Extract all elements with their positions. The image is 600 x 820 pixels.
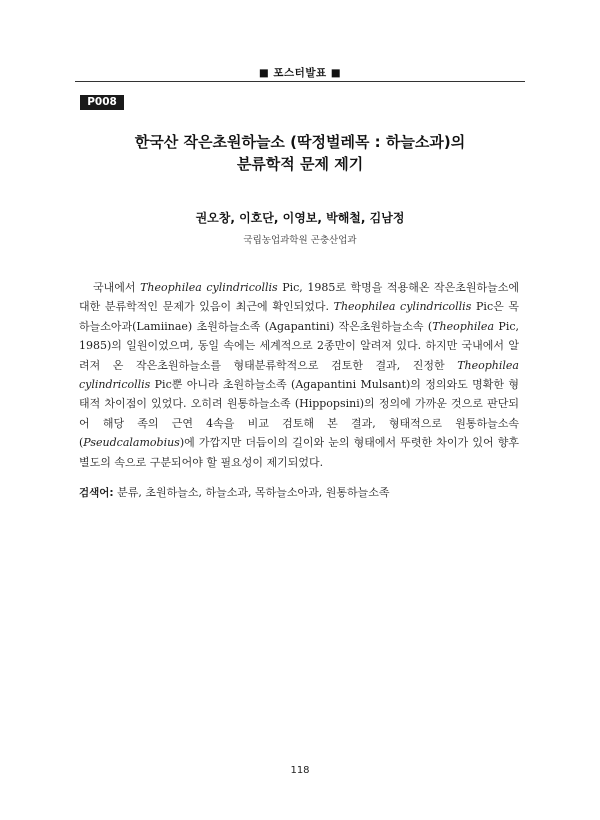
page-number: 118 (290, 765, 310, 776)
abstract-paragraph (79, 278, 519, 472)
section-header: ■ 포스터발표 ■ (258, 67, 342, 79)
title-line-1: 한국산 작은초원하늘소 (딱정벌레목 : 하늘소과)의 (134, 133, 466, 151)
genus-name: Pseudcalamobius (83, 436, 180, 450)
abstract-text: Pic뿐 아니라 초원하늘소족 (Agapantini Mulsant)의 정의와도 명확한 형태적 차이점이 있었다. 오히려 원통하늘소족 (Hippopsini)의 정의에 가까운 것으로 판단되어 해당 족의 근연 4속을 비교 검토해 본 결과, 형태적으로 원통하늘소속 ( (79, 378, 519, 450)
genus-name: Theophilea (432, 319, 495, 333)
paper-title (75, 131, 525, 175)
author-list: 권오창, 이호단, 이영보, 박해철, 김남정 (195, 211, 405, 225)
keywords-label: 검색어: (79, 487, 114, 499)
abstract (79, 278, 519, 472)
affiliation: 국립농업과학원 곤충산업과 (243, 235, 357, 246)
abstract-text: 국내에서 (93, 281, 141, 294)
species-name: Theophilea cylindricollis (140, 281, 278, 294)
abstract-text: Pic은 목하늘소아과(Lamiinae) 초원하늘소족 (Agapantini) 작은초원하늘소속 ( (79, 300, 520, 333)
poster-code-badge: P008 (80, 95, 124, 110)
species-name: Theophilea cylindricollis (333, 300, 472, 314)
keywords-text: 분류, 초원하늘소, 하늘소과, 목하늘소아과, 원통하늘소족 (113, 486, 390, 499)
species-name: Theophilea cylindricollis (79, 358, 519, 392)
header-rule (75, 81, 525, 82)
title-line-2: 분류학적 문제 제기 (236, 155, 364, 173)
abstract-text: Pic, 1985로 학명을 적용해온 작은초원하늘소에 대한 분류학적인 문제가 있음이 최근에 확인되었다. (79, 281, 519, 314)
abstract-text: )에 가깝지만 더듬이의 길이와 눈의 형태에서 뚜렷한 차이가 있어 향후 별도의 속으로 구분되어야 할 필요성이 제기되었다. (79, 436, 519, 469)
keywords (79, 484, 519, 500)
abstract-text: Pic, 1985)의 일원이었으며, 동일 속에는 세계적으로 2종만이 알려져 있다. 하지만 국내에서 알려져 온 작은초원하늘소를 형태분류학적으로 검토한 결과, 진정한 (79, 319, 519, 372)
